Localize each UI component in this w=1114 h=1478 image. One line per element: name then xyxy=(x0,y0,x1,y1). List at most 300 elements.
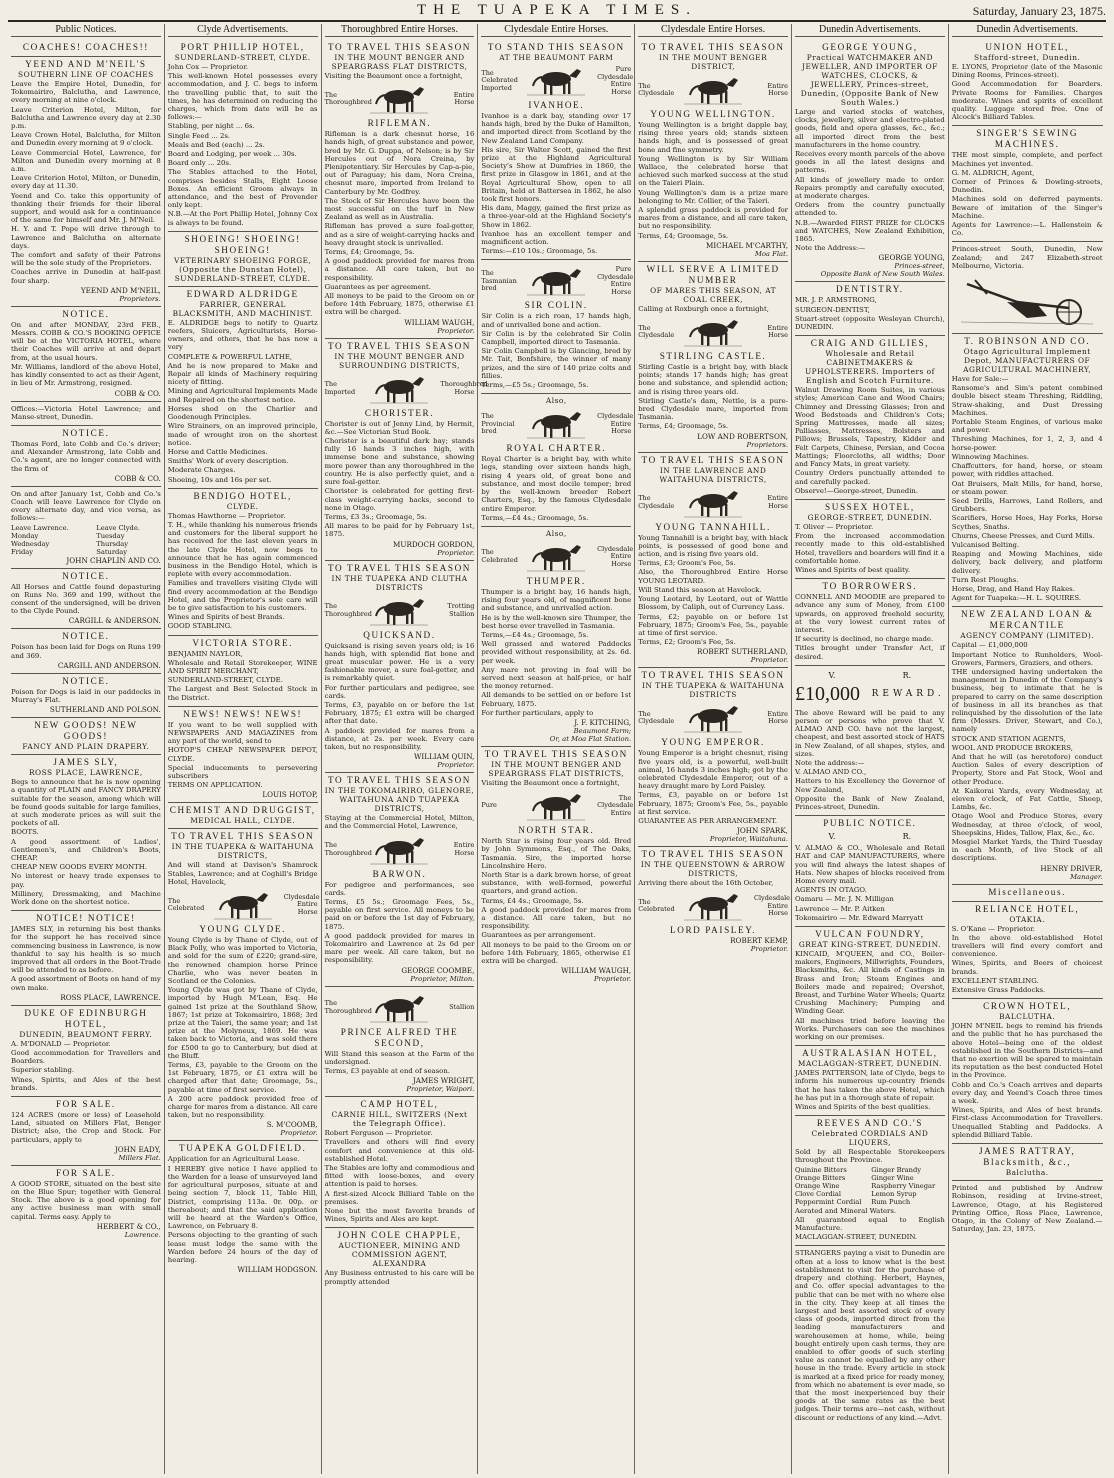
ad-text: All kinds of jewellery made to order. Repairs promptly and carefully executed, at moderate charges. xyxy=(794,175,945,201)
ad-text: Terms, £3 payable at end of season. xyxy=(324,1067,450,1075)
ad-headline: AUSTRALASIAN HOTEL, xyxy=(802,1048,938,1059)
horse-name: THUMPER. xyxy=(526,575,586,586)
advertisement xyxy=(795,336,945,500)
ad-text: Ivanhoe is a dark bay, standing over 17 hands high, bred by the Duke of Hamilton, and imported direct from Scotland by the New Zealand Land Company. xyxy=(481,112,632,145)
ad-text: Mr. Williams, landlord of the above Hotel, has kindly consented to act as their Agent, in lieu of Mr. Armstrong, resigned. xyxy=(11,362,161,388)
ad-text: KINCAID, M'QUEEN, and CO., Boiler-makers, Engineers, Millwrights, Founders, Blacksmiths, &c. All kinds of Castings in Brass and Iron; Steam Engines and Boilers made and repaired; Overshot, Breast, and Turbine Water Wheels; Quartz Crushing Machinery; Pumping and Winding Gear. xyxy=(794,950,945,1016)
ad-text: Wines, Spirits, and Beers of choicest brands. xyxy=(951,959,1103,976)
horse-label-right: Entire Horse xyxy=(767,709,788,726)
advertisement xyxy=(11,426,161,487)
ad-headline: NOTICE! NOTICE! xyxy=(36,913,136,924)
ad-subheading: Wholesale and Retail CABINETMAKERS & UPHOLSTERERS. Importers of English and Scotch Furniture. xyxy=(804,349,935,386)
ad-headline: CAMP HOTEL, xyxy=(360,1099,439,1110)
ad-text: Stirling Castle is a bright bay, with black points; stands 17 hands high; has great bone and substance, and splendid action; and is rising three years old. xyxy=(638,363,788,396)
ad-headline: VICTORIA STORE. xyxy=(192,637,294,648)
masthead xyxy=(8,2,1106,22)
ad-headline: NOTICE. xyxy=(62,427,110,438)
ad-text: Rifleman has proved a sure foal-getter, and as a sire of weight-carrying hacks and heavy draught stock is unrivalled. xyxy=(324,222,475,247)
horse-block xyxy=(168,888,318,922)
ad-text: Wines and Spirits of the best qualities. xyxy=(794,1103,931,1112)
ad-subheading: ROSS PLACE, LAWRENCE, xyxy=(28,768,143,778)
table-cell: Wednesday xyxy=(11,539,50,548)
ad-headline: CRAIG AND GILLIES, xyxy=(810,338,930,349)
ad-subheading: VETERINARY SHOEING FORGE, (Opposite the Dunstan Hotel), SUNDERLAND-STREET, CLYDE. xyxy=(173,255,312,283)
ad-text: Lawrence — Mr. P. Aitken xyxy=(794,904,885,913)
ad-headline: T. ROBINSON AND CO. xyxy=(964,336,1091,347)
table-row xyxy=(11,524,161,532)
ad-subheading: SUNDERLAND-STREET, CLYDE. xyxy=(174,53,311,62)
advertisement xyxy=(168,636,318,707)
advertisement xyxy=(11,569,161,630)
horse-label-left: The Thoroughbred xyxy=(324,841,372,857)
ad-subheading: Otago Agricultural Implement Depot, MANUFACTURERS OF AGRICULTURAL MACHINERY, xyxy=(963,347,1092,375)
ad-text: Chorister is celebrated for getting first-class weight-carrying hacks, second to none in Otago. xyxy=(324,487,475,512)
ad-text: Receives every month parcels of the above goods in all the latest designs and patterns. xyxy=(794,150,945,175)
ad-signature: GEORGE COOMBE, xyxy=(401,965,475,975)
horse-label-right: Thoroughbred Horse xyxy=(440,380,488,396)
ad-text: A good paddock provided for mares in Tokomairiro and Lawrence at 2s 6d per mare per week. All care taken, but no responsibility. xyxy=(324,931,475,965)
ad-text: All mares to be paid for by February 1st, 1875. xyxy=(324,522,475,539)
column-2 xyxy=(165,24,322,1474)
ad-signature: Lawrence. xyxy=(124,1230,161,1239)
column-7 xyxy=(949,24,1106,1474)
horse-name: NORTH STAR. xyxy=(518,825,595,836)
column-header: Clyde Advertisements. xyxy=(168,24,318,37)
horse-illustration xyxy=(525,64,587,98)
advertisement xyxy=(11,57,161,307)
ad-text: Terms,—£4 4s.; Groomage, 5s. xyxy=(481,630,589,639)
ad-headline: COACHES! COACHES!! xyxy=(22,42,149,52)
horse-illustration xyxy=(682,315,744,349)
table-cell: Leave Lawrence. xyxy=(11,523,69,532)
ad-text: Board and Lodging, per week ... 30s. xyxy=(167,150,297,159)
ad-text: V. ALMAO & CO., Wholesale and Retail HAT and CAP MANUFACTURERS, where you will find always the latest shapes of Hats. New shapes of blocks received from Home every mail. xyxy=(794,844,945,885)
advertisement xyxy=(952,607,1103,884)
ad-headline: TO TRAVEL THIS SEASON xyxy=(641,849,785,860)
ad-text: The Stables are lofty and commodious and fitted with loose-boxes, and every attention is paid to horses. xyxy=(324,1164,475,1189)
horse-block xyxy=(638,315,788,349)
ad-headline: DUKE OF EDINBURGH HOTEL, xyxy=(24,1007,148,1029)
ad-text: Young Wellington is a bright dapple bay, rising three years old; stands sixteen hands high, and is possessed of great bone and fine symmetry. xyxy=(638,121,788,154)
horse-illustration xyxy=(525,407,587,441)
ad-text: T. Oliver — Proprietor. xyxy=(794,522,874,531)
table-row xyxy=(11,532,161,540)
ad-signature: Proprietor. xyxy=(437,326,475,335)
ad-text: STRANGERS paying a visit to Dunedin are often at a loss to know what is the best establishment to visit for the purchase of drapery and clothing. Herbert, Haynes, and Co. offer special advantages to the public that can be met with no where else in the city. They keep at all times the largest and best assorted stock of every class of goods, imported direct from the leading manufacturers and warehousemen at home, while, being bought entirely upon cash terms, they are enabled to offer goods of such sterling value as cannot be equalled by any other house in the trade. Every article in stock is marked at a fixed price for ready money, from which no abatement is ever made, so that the most inexperienced buy their goods at the same rates as the best judges. Their terms are—net cash, without discount or reductions of any kind.—Advt. xyxy=(794,1249,945,1422)
ad-subheading: Balclutha. xyxy=(1005,1168,1049,1178)
ad-text: A splendid grass paddock is provided for mares from a distance, and all care taken, but no responsibility. xyxy=(638,206,788,231)
royal-cipher xyxy=(795,832,945,841)
ad-text: Arriving there about the 16th October, xyxy=(638,879,774,888)
ad-signature: ROBERT KEMP, xyxy=(730,936,788,946)
ad-headline: PUBLIC NOTICE. xyxy=(823,818,917,829)
table-cell: Lemon Syrup xyxy=(871,1189,917,1198)
ad-text: Terms, £2; payable on or before 1st February, 1875; Groom's Fee, 5s., payable at time of first service. xyxy=(638,612,788,637)
ad-text: Wines and Spirits of best Brands. xyxy=(167,613,285,622)
horse-label-right: Entire Horse xyxy=(767,81,788,97)
horse-label-left: The Celebrated xyxy=(167,896,205,913)
horse-label-left: The Thoroughbred xyxy=(324,602,372,618)
advertisement xyxy=(638,40,788,262)
advertisement xyxy=(11,629,161,673)
horse-illustration xyxy=(682,73,744,107)
ad-text: Cobb and Co.'s Coach arrives and departs every day, and Yeend's Coach three times a week. xyxy=(951,1080,1103,1106)
advertisement xyxy=(795,666,945,816)
ad-text: Leave Commercial Hotel, Lawrence, for Milton and Dunedin every morning at 8 a.m. xyxy=(11,148,161,174)
table-cell: Quinine Bitters xyxy=(794,1165,847,1174)
ad-text: Begs to announce that he is now opening a quantity of PLAIN and FANCY DRAPERY suitable for the season, among which will be found goods suitable for large families, at such moderate prices as will suit the pockets of all. xyxy=(11,778,161,828)
ad-headline: NOTICE. xyxy=(62,631,110,642)
ad-signature: Proprietors. xyxy=(746,440,788,449)
ad-headline: NOTICE. xyxy=(62,570,110,581)
ad-headline: Miscellaneous. xyxy=(988,886,1067,897)
ad-text: On and after MONDAY, 23rd FEB., Messrs. COBB & CO.'S BOOKING OFFICE will be at the VICTORIA HOTEL, where their Coaches will arrive at and depart from, at the usual hours. xyxy=(11,320,161,362)
ad-text: Winnowing Machines. xyxy=(951,452,1030,461)
ad-headline: TO STAND THIS SEASON xyxy=(487,42,625,52)
ad-signature: ROSS PLACE, LAWRENCE. xyxy=(60,992,161,1002)
ad-text: Horses shod on the Charlier and Goodenough Principles. xyxy=(167,404,318,422)
ad-headline: TO TRAVEL THIS SEASON xyxy=(327,340,472,351)
ad-signature: Opposite Bank of New South Wales. xyxy=(820,270,945,279)
horse-label-left: The Celebrated xyxy=(481,548,518,564)
ad-headline: JAMES SLY, xyxy=(53,757,119,768)
ad-headline: TO TRAVEL THIS SEASON xyxy=(327,42,472,52)
horse-name: RIFLEMAN. xyxy=(367,118,432,129)
ad-signature: SUTHERLAND AND POLSON. xyxy=(49,705,161,715)
ad-text: Good Accommodation for Boarders. Private Rooms for Families. Charges moderate. Wines and spirits of excellent quality. Luggage stored free. One of Alcock's Billiard Tables. xyxy=(951,80,1103,122)
ad-text: Wines, Spirits, and Ales of the best brands. xyxy=(11,1075,161,1092)
ad-text: A good assortment of Boots on hand of my own make. xyxy=(11,975,161,992)
ad-headline: SHOEING! SHOEING! SHOEING! xyxy=(184,233,301,255)
advertisement xyxy=(11,1166,161,1242)
horse-label-right: Clydesdale Entire Horse xyxy=(753,894,790,918)
advertisement xyxy=(168,232,318,287)
table-cell: Saturday xyxy=(96,547,128,556)
horse-label-left: The Thoroughbred xyxy=(324,90,372,107)
advertisement xyxy=(168,287,318,489)
advertisement xyxy=(11,718,161,755)
ad-text: Large and varied stocks of watches, clocks, jewellery, silver and electro-plated goods, field and opera glasses, &c., &c.; all imported direct from the best manufacturers in the home country. xyxy=(794,108,945,149)
advertisement xyxy=(325,1228,475,1289)
horse-illustration xyxy=(368,991,430,1025)
plough-figure xyxy=(952,272,1103,328)
plough-illustration xyxy=(957,272,1097,328)
horse-label-left: The Clydesdale xyxy=(638,323,675,340)
ad-headline: TO TRAVEL THIS SEASON xyxy=(484,748,628,759)
column-header: Clydesdale Entire Horses. xyxy=(481,24,631,37)
ad-signature: WILLIAM WAUGH, xyxy=(404,317,475,327)
ad-headline: TO TRAVEL THIS SEASON xyxy=(327,562,472,573)
horse-label-right: Clydesdale Entire Horse xyxy=(283,892,320,916)
table-cell: Tuesday xyxy=(96,531,125,540)
ad-signature: COBB & CO. xyxy=(114,388,161,398)
ad-text: Meals and Bed (each) ... 2s. xyxy=(167,140,265,149)
ad-text: G. M. ALDRICH, Agent, xyxy=(951,168,1035,177)
ad-signature: Proprietor. xyxy=(280,1129,318,1138)
ad-table xyxy=(795,1166,945,1206)
horse-label-right: Trotting Stallion xyxy=(447,602,475,618)
cipher-v: V. xyxy=(828,670,836,680)
issue-date: Saturday, January 23, 1875. xyxy=(972,4,1106,18)
ad-text: JAMES SLY, in returning his best thanks for the support he has received since commencing business in Lawrence, is now thankful to say his health is so much improved that all orders in the Boot-Trade will be attended to as before. xyxy=(11,925,161,975)
ad-text: COMPLETE & POWERFUL LATHE, xyxy=(167,352,293,361)
table-cell: Ginger Brandy xyxy=(871,1165,922,1174)
ad-text: Millinery, Dressmaking, and Machine Work done on the shortest notice. xyxy=(11,889,161,906)
ad-text: Poison has been laid for Dogs on Runs 199 and 369. xyxy=(11,643,161,660)
ad-signature: CARGILL AND ANDERSON. xyxy=(57,660,161,670)
ad-text: Sir Colin is by the celebrated Sir Colin Campbell, imported direct to Tasmania. xyxy=(481,329,632,347)
ad-subheading: FARRIER, GENERAL BLACKSMITH, AND MACHINIST. xyxy=(172,299,313,318)
ad-text: Stuart-street (opposite Wesleyan Church), DUNEDIN. xyxy=(794,314,945,332)
horse-block xyxy=(481,264,634,298)
ad-signature: Millers Flat. xyxy=(118,1153,161,1162)
horse-name: IVANHOE. xyxy=(528,100,585,110)
ad-text: All Horses and Cattle found depasturing on Runs No. 369 and 199, without the consent of the undersigned, will be driven to the Clyde Pound. xyxy=(11,582,161,616)
ad-subheading: Practical WATCHMAKER AND JEWELLER, AND IMPORTER OF WATCHES, CLOCKS, & JEWELLERY, Princes-street, Dunedin, (Opposite Bank of New South Wales.) xyxy=(800,53,939,107)
ad-subheading: BALCLUTHA. xyxy=(999,1012,1056,1022)
ad-text: Young Emperor is a bright chesnut, rising five years old, is a powerful, well-built animal, 16 hands 3 inches high; got by the celebrated Clydesdale Emperor, out of a heavy draught mare by Lord Paisley. xyxy=(638,749,788,791)
ad-text: E. ALDRIDGE begs to notify to Quartz reefers, Sluicers, Agriculturists, Horse-owners, and others, that he has now a very xyxy=(167,318,318,352)
ad-text: And will stand at Davison's Shamrock Stables, Lawrence; and at Coghill's Bridge Hotel, Havelock, xyxy=(167,861,318,886)
horse-block xyxy=(324,372,488,406)
ad-text: All machines tried before leaving the Works. Purchasers can see the machines working on our premises. xyxy=(794,1016,945,1042)
ad-text: Terms, £3 3s.; Groomage, 5s. xyxy=(324,512,427,521)
ad-signature: Or, at Moa Flat Station. xyxy=(549,734,632,743)
horse-block xyxy=(325,82,475,116)
ad-signature: JOHN EADY, xyxy=(114,1144,161,1154)
ad-headline: UNION HOTEL, xyxy=(985,42,1069,52)
ad-text: Robert Ferguson — Proprietor. xyxy=(324,1129,433,1138)
cipher-r: R. xyxy=(902,670,912,680)
ad-text: Ivanhoe has an excellent temper and magnificent action. xyxy=(481,229,632,247)
ad-subheading: SOUTHERN LINE OF COACHES xyxy=(18,70,154,79)
ad-headline: RELIANCE HOTEL, xyxy=(975,903,1080,914)
table-row xyxy=(795,1174,945,1182)
advertisement xyxy=(952,242,1103,334)
ad-text: Terms, £3, payable to the Groom on the 1st February, 1875, or £1 extra will be charged after that date; Groomage, 5s., payable at time of first service. xyxy=(167,1061,318,1094)
ad-subheading: MEDICAL HALL, CLYDE. xyxy=(190,816,296,826)
ad-text: Superior stabling. xyxy=(11,1066,75,1075)
ad-headline: SUSSEX HOTEL, xyxy=(825,501,915,512)
table-row xyxy=(795,1166,945,1174)
ad-text: CHEAP NEW GOODS EVERY MONTH. xyxy=(11,863,147,872)
ad-headline: CROWN HOTEL, xyxy=(983,1001,1072,1012)
ad-text: Reaping and Mowing Machines, side delivery, back delivery, and platform delivery. xyxy=(951,550,1103,575)
ad-text: Oamaru — Mr. J. N. Milligan xyxy=(794,895,894,904)
ad-signature: COBB & CO. xyxy=(114,473,161,483)
advertisement xyxy=(11,40,161,57)
ad-text: Well grassed and watered Paddocks provided without responsibility, at 2s. 6d. per week. xyxy=(481,640,632,665)
horse-block xyxy=(481,540,634,574)
ad-subheading: OF MARES THIS SEASON, AT COAL CREEK, xyxy=(650,285,777,304)
ad-text: WOOL AND PRODUCE BROKERS, xyxy=(951,743,1073,752)
table-cell: Orange Bitters xyxy=(794,1173,846,1182)
ad-text: At Kaikorai Yards, every Wednesday, at eleven o'clock, of Fat Cattle, Sheep, Lambs, &c. xyxy=(951,786,1103,812)
advertisement xyxy=(324,339,488,561)
horse-label-left: The Provincial bred xyxy=(481,412,515,436)
ad-signature: WILLIAM WAUGH, xyxy=(561,966,632,976)
ad-text: Visiting the Beaumont once a fortnight, xyxy=(481,778,620,787)
advertisement xyxy=(638,668,788,847)
horse-label-right: Stallion xyxy=(449,1002,475,1011)
ad-subheading: IN THE TUAPEKA & WAITAHUNA DISTRICTS, xyxy=(171,842,314,861)
advertisement xyxy=(168,40,318,232)
horse-illustration xyxy=(212,888,274,922)
advertisement xyxy=(11,402,161,426)
ad-text: STOCK AND STATION AGENTS, xyxy=(951,734,1066,743)
ad-subheading: IN THE TOKOMAIRIRO, GLENORE, WAITAHUNA AND TUAPEKA DISTRICTS, xyxy=(324,786,475,814)
horse-label-left: The Celebrated xyxy=(638,897,675,914)
ad-text: In the above old-established Hotel travellers will find every comfort and convenience. xyxy=(951,933,1103,959)
ad-text: Observe!—George-street, Dunedin. xyxy=(794,486,919,495)
advertisement xyxy=(638,262,788,453)
ad-headline: FOR SALE. xyxy=(55,1099,116,1110)
ad-text: Will Stand this season at the Farm of the undersigned. xyxy=(324,1049,475,1066)
ad-signature: JOHN CHAPLIN AND CO. xyxy=(66,555,161,565)
table-cell: Clove Cordial xyxy=(794,1189,842,1198)
ad-text: A good paddock provided for mares from a distance. All care taken, but no responsibility. xyxy=(324,257,475,282)
ad-signature: Proprietors. xyxy=(119,294,161,303)
ad-headline: CHEMIST AND DRUGGIST, xyxy=(169,805,316,816)
ad-text: Any Business entrusted to his care will be promptly attended xyxy=(324,1269,475,1286)
horse-label-left: The Thoroughbred xyxy=(324,999,372,1015)
ad-headline: WILL SERVE A LIMITED NUMBER xyxy=(646,263,780,285)
horse-illustration xyxy=(368,833,430,867)
horse-label-right: Pure Clydesdale Entire Horse xyxy=(597,65,634,96)
ad-text: Scarifiers, Horse Hoes, Hay Forks, Horse Scythes, Snaths. xyxy=(951,514,1103,531)
horse-illustration xyxy=(682,486,744,520)
ad-text: Wines, Spirits, and Ales of best brands. First-class Accommodation for Travellers. Unequalled Stabling and Paddocks. A splendid Billiard Table. xyxy=(951,1106,1103,1139)
ad-subheading: IN THE QUEENSTOWN & ARROW DISTRICTS, xyxy=(640,860,786,879)
ad-text: Mining and Agricultural Implements Made and Repaired on the shortest notice. xyxy=(167,387,318,404)
horse-name: SIR COLIN. xyxy=(524,300,588,311)
ad-subheading: IN THE LAWRENCE AND WAITAHUNA DISTRICTS, xyxy=(659,465,767,484)
ad-text: Sold by all Respectable Storekeepers throughout the Province. xyxy=(794,1148,945,1165)
ad-text: Otago Wool and Produce Stores, every Wednesday, at three o'clock, of wool, Sheepskins, Hides, Tallow, Flax, &c., &c. xyxy=(951,812,1103,837)
ad-text: A GOOD STORE, situated on the best site on the Blue Spur; together with General Stock. The above is a good opening for any active business man with small capital. Terms easy. Apply to xyxy=(11,1179,161,1221)
ad-text: Moderate Charges. xyxy=(167,466,236,475)
advertisement xyxy=(795,500,945,579)
ad-headline: TO TRAVEL THIS SEASON xyxy=(327,775,472,786)
ad-headline: GEORGE YOUNG, xyxy=(822,42,918,52)
ad-signature: S. M'COOMB, xyxy=(266,1120,318,1130)
ad-text: Offices:—Victoria Hotel Lawrence; and Manse-street, Dunedin. xyxy=(11,404,161,421)
horse-label-left: The Celebrated Imported xyxy=(481,68,518,92)
ad-text: E. LYONS, Proprietor (late of the Masonic Dining Rooms, Princes-street). xyxy=(951,63,1103,80)
ad-text: Horse and Cattle Medicines. xyxy=(167,447,268,456)
ad-text: Seed Drills, Harrows, Land Rollers, and Grubbers. xyxy=(951,496,1103,514)
ad-text: Young Clyde was got by Thane of Clyde, imported by Hugh M'Lean, Esq. He gained 1st prize at the Southland Show, 1867; 1st prize at Tokomairiro, 1868; 3rd prize at the Taieri, the same year; and 1st prize at the Molyneux, 1869. He was taken back to Victoria, and was sold there for £500 to go to Canterbury, but died at the Bluff. xyxy=(167,986,318,1060)
column-3 xyxy=(322,24,488,1474)
ad-text: Chaffcutters, for hand, horse, or steam power, with riddles attached. xyxy=(951,462,1103,479)
ad-subheading: AUCTIONEER, MINING AND COMMISSION AGENT, ALEXANDRA xyxy=(338,1241,461,1269)
ad-headline: JOHN COLE CHAPPLE, xyxy=(337,1230,462,1241)
ad-text: Aerated and Mineral Waters. xyxy=(794,1206,897,1215)
ad-text: Smiths' Work of every description. xyxy=(167,457,289,466)
ad-text: Young Tannahill is a bright bay, with black points, is possessed of good bone and action, and is rising five years old. xyxy=(638,533,788,559)
ad-subheading: Stafford-street, Dunedin. xyxy=(974,53,1081,62)
ad-text: Mosgiel Market Yards, the Third Tuesday in each Month, of live Stock of all descriptions. xyxy=(951,838,1103,863)
ad-text: Important Notice to Runholders, Wool-Growers, Farmers, Graziers, and others. xyxy=(951,650,1103,667)
ad-text: Good accommodation for Travellers and Boarders. xyxy=(11,1049,161,1066)
horse-illustration xyxy=(368,594,430,628)
ad-text: Have for Sale:— xyxy=(951,375,1009,384)
ad-subheading: Celebrated CORDIALS AND LIQUERS, xyxy=(811,1129,929,1148)
ad-text: Terms, £4 4s.; Groomage, 5s. xyxy=(481,896,584,905)
ad-text: For further particulars, apply to xyxy=(481,708,594,717)
horse-illustration xyxy=(525,264,587,298)
ad-subheading: CLYDE. xyxy=(226,501,259,511)
ad-text: If security is declined, no charge made. xyxy=(794,635,934,644)
ad-subheading: CARNIE HILL, SWITZERS (Next the Telegraph Office). xyxy=(331,1110,468,1129)
ad-text: Horse, Drag, and Hand Hay Rakes. xyxy=(951,584,1075,593)
ad-text: No interest or heavy trade expenses to pay. xyxy=(11,872,161,889)
ad-text: None but the most favorite brands of Wines, Spirits and Ales are kept. xyxy=(324,1207,475,1224)
column-header: Public Notices. xyxy=(11,24,161,37)
ad-signature: Proprietor, Milton. xyxy=(410,974,475,983)
ad-text: Portable Steam Engines, of various make and power. xyxy=(951,418,1103,435)
horse-label-left: Pure xyxy=(481,801,497,810)
ad-signature: Manager. xyxy=(1070,872,1103,881)
advertisement xyxy=(11,487,161,569)
table-cell: Ginger Wine xyxy=(871,1173,914,1182)
ad-signature: JAMES WRIGHT, xyxy=(412,1076,475,1086)
ad-subheading: Also, xyxy=(545,528,567,538)
ad-text: GOOD STABLING. xyxy=(167,622,233,631)
ad-headline: TO TRAVEL THIS SEASON xyxy=(641,454,785,465)
column-4 xyxy=(478,24,635,1474)
horse-block xyxy=(481,407,634,441)
horse-name: BARWON. xyxy=(372,868,427,879)
advertisement xyxy=(168,489,318,636)
horse-label-left: The Imported xyxy=(324,380,356,396)
ad-subheading: Also, xyxy=(545,396,567,406)
ad-subheading: IN THE MOUNT BENGER DISTRICT, xyxy=(659,53,768,71)
advertisement xyxy=(795,1246,945,1425)
ad-text: If you want to be well supplied with NEWSPAPERS AND MAGAZINES from any part of the world, send to xyxy=(167,720,318,746)
advertisement xyxy=(795,579,945,666)
ad-text: Leave Criterion Hotel, Milton, or Dunedin, every day at 11.30. xyxy=(11,174,161,191)
horse-illustration xyxy=(525,540,587,574)
ad-text: T. H., while thanking his numerous friends and customers for the liberal support he has received for the last eleven years in the late Clyde Hotel, now begs to announce that he has again commenced business in the Bendigo Hotel, which is replete with every accommodation. xyxy=(167,520,318,579)
ad-text: A first-sized Alcock Billiard Table on the premises. xyxy=(324,1189,475,1206)
ad-text: SURGEON-DENTIST, xyxy=(794,305,870,314)
horse-illustration xyxy=(682,889,744,923)
ad-signature: MICHAEL M'CARTHY, xyxy=(706,240,788,250)
ad-signature: WILLIAM QUIN, xyxy=(414,752,475,762)
ad-text: On and after January 1st, Cobb and Co.'s Coach will leave Lawrence for Clyde on every alternate day, and vice versa, as follows:— xyxy=(11,489,161,523)
horse-name: YOUNG WELLINGTON. xyxy=(650,109,776,119)
ad-text: The above Reward will be paid to any person or persons who prove that V. ALMAO AND CO. have not the largest, cheapest, and best assorted stock of HATS in New Zealand, of all shapes, styles, and sizes. xyxy=(794,708,945,758)
table-cell: Rum Punch xyxy=(871,1197,911,1206)
ad-text: Capital — £1,000,000 xyxy=(951,641,1028,650)
ad-text: A 200 acre paddock provided free of charge for mares from a distance. All care taken, but no responsibility. xyxy=(167,1094,318,1120)
ad-headline: TO TRAVEL THIS SEASON xyxy=(171,831,315,842)
advertisement xyxy=(168,707,318,804)
advertisement xyxy=(11,674,161,718)
advertisement xyxy=(168,803,318,829)
ad-headline: TUAPEKA GOLDFIELD. xyxy=(179,1143,307,1154)
ad-signature: Proprietor. xyxy=(437,548,475,557)
horse-name: YOUNG CLYDE. xyxy=(199,924,287,935)
ad-text: Terms, £4; Groomage, 5s. xyxy=(638,231,729,240)
horse-label-left: The Tasmanian bred xyxy=(481,269,517,293)
horse-label-right: Clydesdale Entire Horse xyxy=(597,544,634,568)
horse-label-right: The Clydesdale Entire xyxy=(597,793,634,817)
table-cell: Friday xyxy=(11,547,34,556)
ad-text: Terms, £3, payable on or before 1st February, 1875; Groom's Fee, 5s., payable at first service. xyxy=(638,791,788,816)
advertisement xyxy=(952,885,1103,902)
